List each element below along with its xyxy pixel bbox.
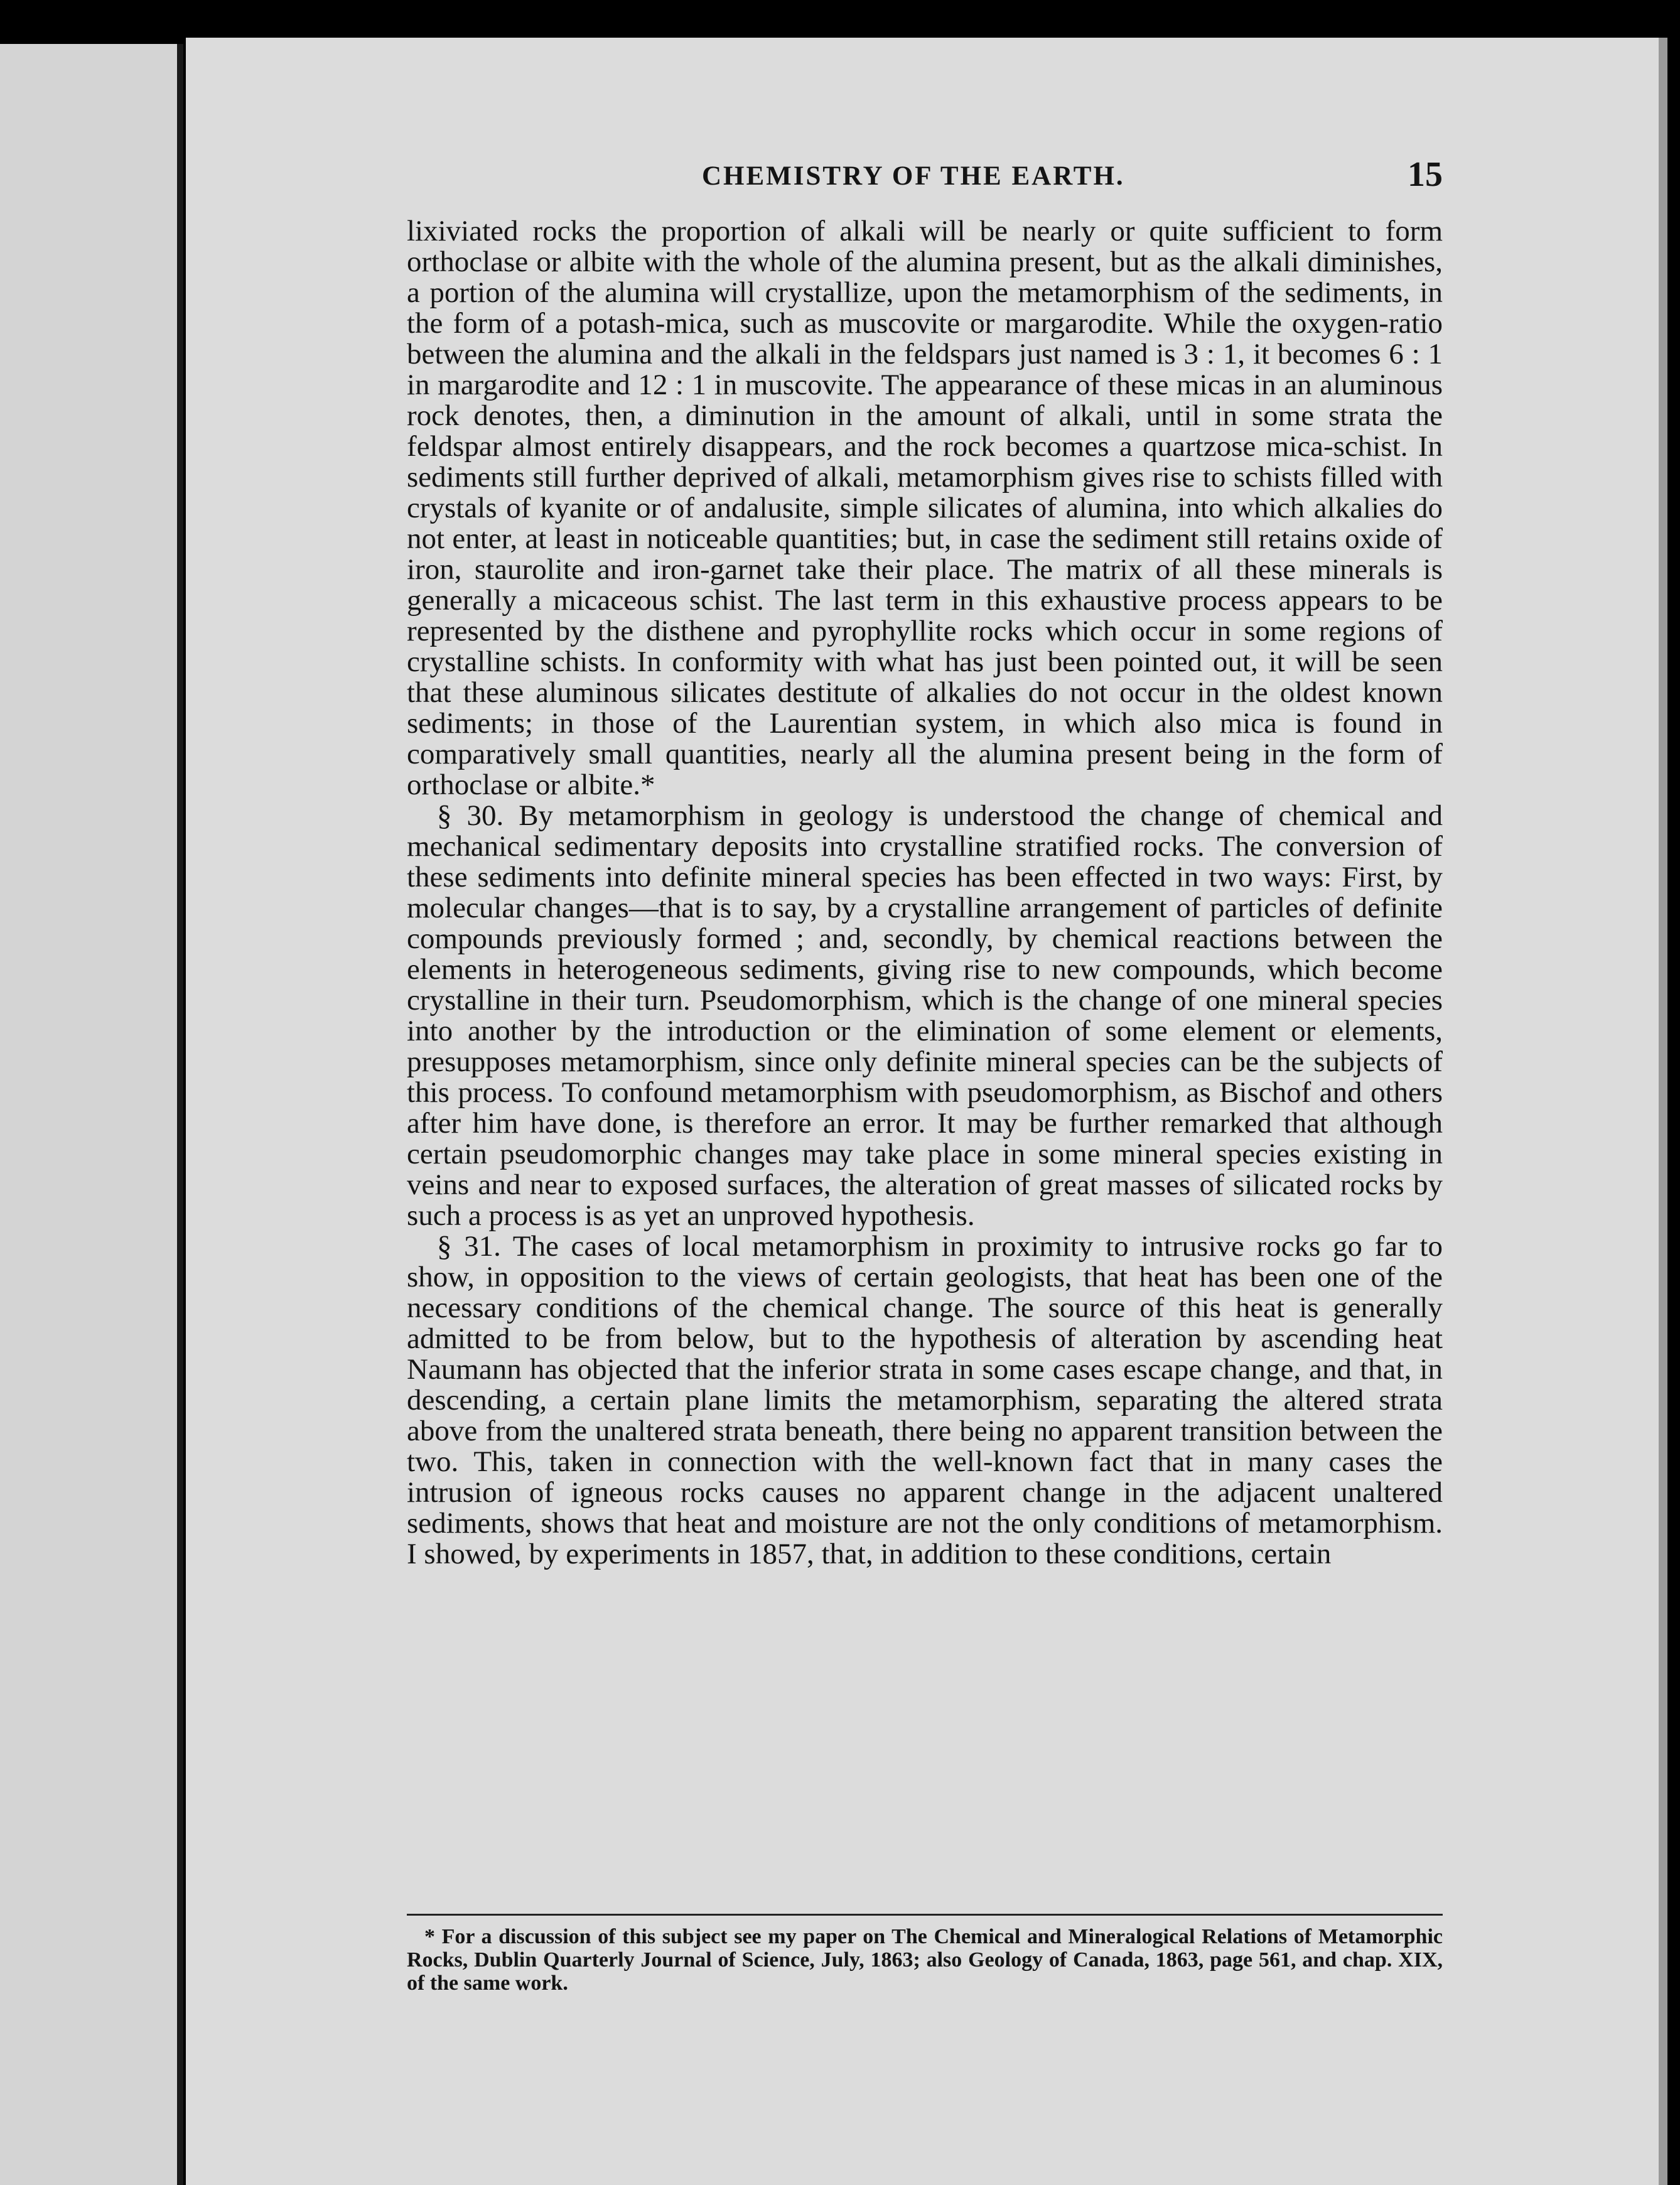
footnote [407, 1925, 1443, 1995]
book-page [186, 38, 1667, 2185]
running-head [407, 149, 1443, 200]
facing-page-edge [0, 44, 182, 2185]
footnote-rule [407, 1914, 1443, 1916]
body-text [407, 216, 1443, 1570]
paragraph-continuation: lixiviated rocks the proportion of alkali will be nearly or quite sufficient to form orthoclase or albite with the whole of the alumina present, but as the alkali diminishes, a portion of the alumina will crystallize, upon the metamorphism of the sediments, in the form of a potash-mica, such as muscovite or margarodite. While the oxygen-ratio between the alumina and the alkali in the feldspars just named is 3 : 1, it becomes 6 : 1 in margarodite and 12 : 1 in muscovite. The appearance of these micas in an aluminous rock denotes, then, a diminution in the amount of alkali, until in some strata the feldspar almost entirely disappears, and the rock becomes a quartzose mica-schist. In sediments still further deprived of alkali, metamorphism gives rise to schists filled with crystals of kyanite or of andalusite, simple silicates of alumina, into which alkalies do not enter, at least in noticeable quantities; but, in case the sediment still retains oxide of iron, staurolite and iron-garnet take their place. The matrix of all these minerals is generally a micaceous schist. The last term in this exhaustive process appears to be represented by the disthene and pyrophyllite rocks which occur in some regions of crystalline schists. In conformity with what has just been pointed out, it will be seen that these aluminous silicates destitute of alkalies do not occur in the oldest known sediments; in those of the Laurentian system, in which also mica is found in comparatively small quantities, nearly all the alumina present being in the form of orthoclase or albite.* [407, 215, 1443, 801]
footnote-text: * For a discussion of this subject see my paper on The Chemical and Mineralogical Relations of Metamorphic Rocks, Dublin Quarterly Journal of Science, July, 1863; also Geology of Canada, 1863, page 561, and chap. XIX, of the same work. [407, 1925, 1443, 1995]
paragraph-section-30: § 30. By metamorphism in geology is understood the change of chemical and mechanical sedimentary deposits into crystalline stratified rocks. The conversion of these sediments into definite mineral species has been effected in two ways: First, by molecular changes—that is to say, by a crystalline arrangement of particles of definite compounds previously formed ; and, secondly, by chemical reactions between the elements in heterogeneous sediments, giving rise to new compounds, which become crystalline in their turn. Pseudomorphism, which is the change of one mineral species into another by the introduction or the elimination of some element or elements, presupposes metamorphism, since only definite mineral species can be the subjects of this process. To confound metamorphism with pseudomorphism, as Bischof and others after him have done, is therefore an error. It may be further remarked that although certain pseudomorphic changes may take place in some mineral species existing in veins and near to exposed surfaces, the alteration of great masses of silicated rocks by such a process is as yet an unproved hypothesis. [407, 799, 1443, 1232]
page-edge-shadow [1659, 38, 1667, 2185]
paragraph-section-31: § 31. The cases of local metamorphism in proximity to intrusive rocks go far to show, in opposition to the views of certain geologists, that heat has been one of the necessary conditions of the chemical change. The source of this heat is generally admitted to be from below, but to the hypothesis of alteration by ascending heat Naumann has objected that the inferior strata in some cases escape change, and that, in descending, a certain plane limits the metamorphism, separating the altered strata above from the unaltered strata beneath, there being no apparent transition between the two. This, taken in connection with the well-known fact that in many cases the intrusion of igneous rocks causes no apparent change in the adjacent unaltered sediments, shows that heat and moisture are not the only conditions of metamorphism. I showed, by experiments in 1857, that, in addition to these conditions, certain [407, 1230, 1443, 1570]
page-number: 15 [1408, 155, 1443, 194]
running-title: CHEMISTRY OF THE EARTH. [702, 161, 1125, 191]
gutter-shadow [177, 44, 183, 2185]
